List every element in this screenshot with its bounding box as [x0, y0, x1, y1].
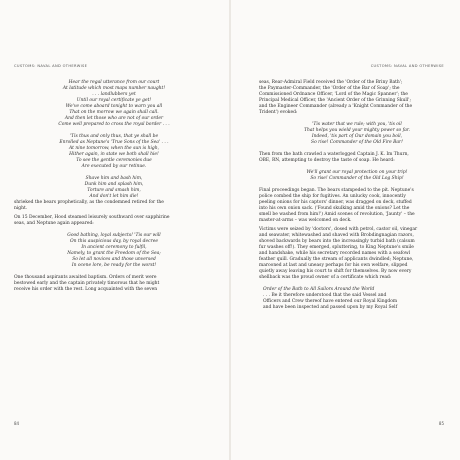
prose-line: One thousand aspirants awaited baptism. Orders of merit were [14, 275, 157, 280]
prose-line: . . . Be it therefore understood that the said Vessel and [263, 293, 387, 298]
prose-line: and handshake, while his secretary recorded names with a seafowl [259, 251, 411, 256]
verse-line: Come well prepared to cross the royal border . . . [58, 122, 170, 127]
verse-line: Torture and smash him, [87, 188, 141, 193]
verse-line: Hither again, in state we both shall hie! [69, 152, 159, 157]
prose-line: fur washes off!). They emerged, spluttering, to King Neptune's smile [259, 245, 414, 250]
running-head-left: CUSTOMS: NAVAL AND OTHERWISE [14, 64, 88, 68]
verse-line: In ocene lore, be ready for the worst! [71, 263, 157, 268]
prose-line: seas, and Neptune again appeared: [14, 221, 94, 226]
prose-line: On 15 December, Hood steamed leisurely southward over sapphirine [14, 215, 170, 220]
prose-line: peeling onions for his captors' dinner, was dragged on deck, stuffed [259, 200, 412, 205]
verse-line: We'll grant our royal protection on your trip! [306, 170, 408, 175]
left-page [0, 0, 229, 460]
prose-line: shoved backwards by bears into the increasingly turbid bath (calsum [259, 239, 415, 244]
verse-line: Indeed, 'tis part of Our domain you boil, [311, 134, 403, 139]
verse-line: Enrolled as Neptune's 'True Sons of the Sea' . . . [59, 140, 169, 145]
prose-line: Principal Medical Officer, the 'Ancient Order of the Grinning Skull'; [259, 98, 411, 103]
verse-line: Are executed by our retinue. [81, 164, 147, 169]
verse-line: At latitude which most maps number naught! [62, 86, 166, 91]
right-page [231, 0, 460, 460]
prose-paragraph [259, 227, 455, 281]
prose-line: and have been inspected and passed upon by my Royal Self [263, 305, 398, 310]
verse-line: So rise! Commander of the Old Log Ship! [310, 176, 404, 181]
prose-line: Then from the bath crawled a waterlogged Captain J. K. Im Thurn, [259, 152, 409, 157]
verse-line: 'Tis water that we rule; with you, 'tis oil [312, 122, 402, 127]
certificate-extract [259, 287, 455, 311]
prose-paragraph [259, 152, 455, 164]
verse-line: 'Tis thus and only thus, that ye shall be [69, 134, 159, 139]
verse-line: To see the gentle ceremonies due [76, 158, 152, 163]
prose-line: bestowed early and the captain privately timorous that he might [14, 281, 160, 286]
left-page-body [14, 80, 214, 293]
verse-line: Good bathing, loyal subjects! 'Tis our will [67, 233, 161, 238]
running-head-right: CUSTOMS: NAVAL AND OTHERWISE [370, 64, 444, 68]
verse-line: That helps you wield your mighty power so far. [304, 128, 410, 133]
prose-line: the Paymaster-Commander, the 'Order of the Bar of Soap'; the [259, 86, 400, 91]
verse-stanza-4 [14, 233, 214, 269]
prose-line: receive his order with the rest. Long acquainted with the seven [14, 287, 158, 292]
prose-line: Victims were seized by 'doctors', dosed with petrol, castor oil, vinegar [259, 227, 418, 232]
right-page-body [259, 80, 455, 311]
verse-line: Shave him and bash him, [85, 176, 143, 181]
prose-line: police combed the ship for fugitives. An unlucky cook, innocently [259, 194, 406, 199]
prose-line: Trident') evoked: [259, 110, 298, 115]
verse-line: And then let those who are not of our order [64, 116, 164, 121]
prose-line: shellback was the proud owner of a certificate which read: [259, 275, 392, 280]
verse-stanza-1 [14, 80, 214, 128]
verse-line: Dunk him and splash him, [84, 182, 144, 187]
verse-line: Namely, to grant the Freedom of the Sea; [67, 251, 161, 256]
prose-line: and the Engineer Commander (already a 'Knight Commander of the [259, 104, 413, 109]
verse-stanza-2 [14, 134, 214, 170]
prose-line: Officers and Crew thereof have entered our Royal Kingdom [263, 299, 398, 304]
prose-line: smell be washed from him!') Amid scenes of revolution, 'Jaunty' – the [259, 212, 415, 217]
prose-line: into his own onion sack. ('Found skulking amid the onions? Let the [259, 206, 410, 211]
verse-stanza-6 [259, 170, 455, 182]
prose-paragraph [259, 80, 455, 116]
verse-line: . . . landlubbers yet [92, 92, 136, 97]
page-number-left: 84 [14, 421, 20, 426]
prose-line: feather quill. Gradually the stream of applicants dwindled; Neptune, [259, 257, 414, 262]
prose-paragraph [259, 188, 455, 224]
verse-line: Hear the regal utterance from our court [68, 80, 160, 85]
verse-line: So let all novices and those unversed [72, 257, 156, 262]
verse-line: At nine tomorrow, when the sun is high, [69, 146, 159, 151]
prose-line: seas, Rear-Admiral Field received the 'Order of the Briny Bath'; [259, 80, 403, 85]
verse-line: So rise! Commander of the Old Fire Bar! [311, 140, 403, 145]
verse-stanza-3 [14, 176, 214, 200]
verse-line: We've come aboard tonight to warn you all [65, 104, 163, 109]
prose-line: marooned at last and uneasy perhaps for his own welfare, slipped [259, 263, 408, 268]
page-number-right: 85 [438, 421, 444, 426]
verse-line: On this auspicious day, by royal decree [70, 239, 158, 244]
prose-line: night. [14, 206, 28, 211]
prose-paragraph [14, 215, 214, 227]
verse-stanza-5 [259, 122, 455, 146]
prose-line: and seawater, whitewashed and shaved with Brobdingnagian razors, [259, 233, 414, 238]
prose-paragraph [14, 200, 214, 212]
prose-line: Order of the Bath to All Sailors Around the World [263, 287, 375, 292]
verse-line: Until our royal certificate ye get! [76, 98, 152, 103]
verse-line: In ancient ceremony to fulfil, [81, 245, 147, 250]
prose-line: Final proceedings began. The bears stampeded to the pit. Neptune's [259, 188, 414, 193]
prose-line: shrieked the bears prophetically, as the condemned retired for the [14, 200, 164, 205]
prose-line: OBE, RN, attempting to destroy the taste of soap. He heard: [259, 158, 395, 163]
prose-line: Commissioned Ordnance Officer, 'Lord of the Magic Spanner'; the [259, 92, 408, 97]
verse-line: That on the morrow we again shall call. [69, 110, 159, 115]
verse-line: And don't let him die! [89, 194, 139, 199]
prose-line: master-at-arms – was welcomed on deck. [259, 218, 352, 223]
prose-line: quietly away leaving his court to shift for themselves. By now every [259, 269, 412, 274]
prose-paragraph [14, 275, 214, 293]
